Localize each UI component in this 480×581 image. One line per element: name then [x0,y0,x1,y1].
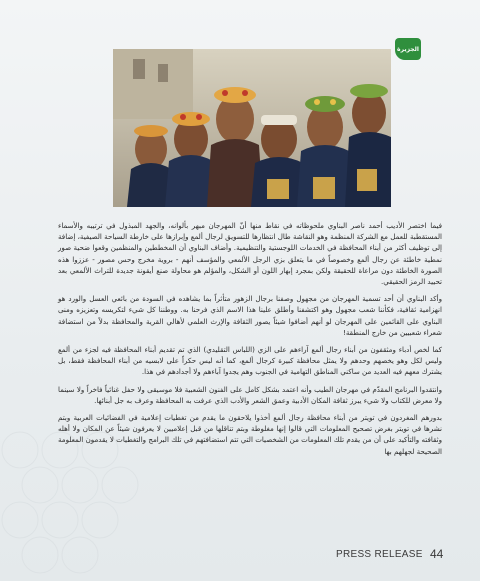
article-paragraph: وانتقدوا البرنامج المقدّم في مهرجان الطيب وأنه اعتمد بشكل كامل على الفنون الشعبية فلا موسيقى ولا حفل غنائياً فاخراً ولا سينما ولا معرض للكتاب ولا شيء يبرز ثقافة المكان الأدبية وعمق الشعر والأدب الذي عرفت به المحافظة وعرف به جل أبنائها. [58,384,442,405]
article-body [58,220,442,463]
publication-logo [395,38,421,60]
article-photo [113,49,391,207]
article-paragraph: كما لخص أدباء ومثقفون من أبناء رجال ألمع آراءهم على الزي (اللباس التقليدي) الذي تم تقديم أبناء المحافظة فيه لجزء من ألمع وليس لكل وهو يخصهم وحدهم ولا يمثل محافظة كبيرة كرجال ألمع، كما أنه ليس حكراً على لابسيه من أبناء المحافظة فقط، بل يشترك معهم فيه العديد من ساكني المناطق التهامية في الجنوب وهم يجدوا آباءهم ولا أجدادهم في هذا. [58,345,442,377]
article-paragraph: فيما اختصر الأديب أحمد ناصر البناوي ملحوظاته في نقاط منها أنّ المهرجان مبهر بألوانه، والجهد المبذول في ترتيبه والأسماء المستقطبة للعمل مع الشركة المنظمة وهو النقاشة طال انتظارها للتسويق لرجال ألمع وإبرازها على خارطة السياحة الصيفية، إضافة إلى توظيف أكثر من أبناء المحافظة في الخدمات اللوجستية والتنظيمية. وأضاف البناوي أن المخططين والمنظمين وقعوا ضحية صور نمطية خاطئة عن رجال ألمع وخصوصاً في ما يتعلق بزي الرجل الألمعي والمؤسف أنهم - بروية مخرج وحس مصور - عززوا هذه الصورة الخاطئة دون مراعاة للحقيقة ولكن بمجرد إبهار اللون أو الشكل، والمؤلم هو محاولة صنع أيقونة جديدة للتراث الألمعي بعد تحييد الرمز الحقيقي. [58,221,442,287]
logo-text: الجزيرة [397,45,419,53]
article-paragraph: بدورهم المغردون في تويتر من أبناء محافظة رجال ألمع أخذوا يلاحقون ما يقدم من تغطيات إعلامية في الفضائيات العربية وبتم نشرها في تويتر بغرض تصحيح المعلومات التي قالوا إنها مغلوطة وبتم تناقلها من قبل إعلاميين لا يعرفون شيئاً عن المكان ولا أهله وثقافته والتأكيد على أن من يقدم تلك المعلومات من الشخصيات التي تتم استضافتهم في تلك البرامج والتغطيات لا يقدمون المعلومة الصحيحة لجهلهم بها [58,413,442,456]
article-paragraph: وأكد البناوي أن أحد تسمية المهرجان من مجهول وصفنا برجال الزهور متأثراً بما يشاهده في السودة من بائعي العسل والورد هو انهزامية ثقافية، فكأننا شعب مجهول وهو اكتشفنا وأطلق علينا هذا الاسم الذي فرحنا به. ووطننا كل شيء لتكريسه وتعزيزه ومنى البناوي على القائمين على المهرجان لو أنهم أضافوا شيئاً يصور الثقافة والإرث العلمي لأهالي القرية والمحافظة بدلاً من استضافة شعراء شعبيين من خارج المنطقة! [58,294,442,337]
page-number: 44 [430,547,444,561]
section-label: PRESS RELEASE [336,549,423,560]
